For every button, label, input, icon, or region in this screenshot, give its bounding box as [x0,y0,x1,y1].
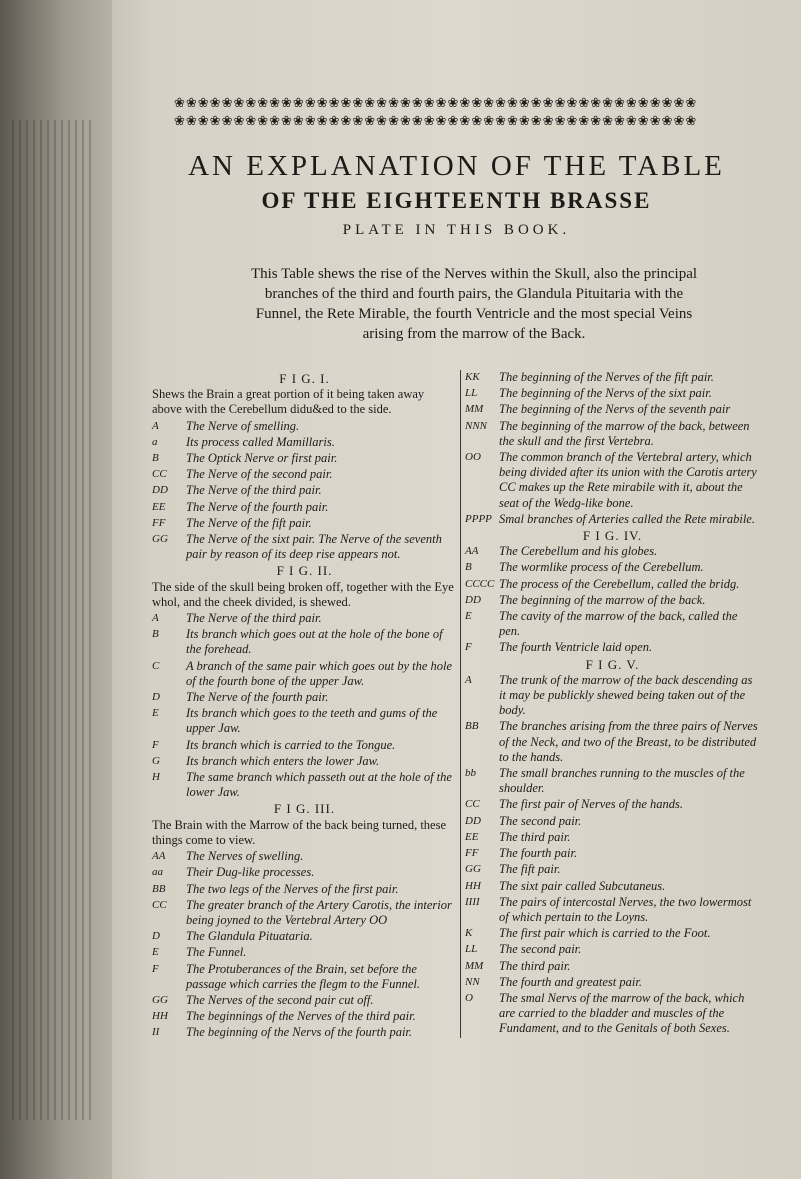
entry-text: The common branch of the Vertebral artery, which being divided after its union with the Carotis artery CC makes up the Rete mirabile with it, about the seat of the Wedg-like bone. [499,450,757,510]
entry-text: The second pair. [499,813,582,828]
entry-key: F [152,738,159,751]
entry-text: The beginning of the marrow of the back, between the skull and the first Vertebra. [499,418,750,448]
key-entry [465,975,760,990]
entry-text: The Nerves of the second pair cut off. [186,992,374,1007]
entry-key: EE [465,830,479,843]
entry-text: The beginning of the Nervs of the sixt pair. [499,386,712,401]
fig2-entries [152,611,457,800]
key-entry [465,560,760,575]
entry-key: CC [465,798,480,811]
entry-text: The third pair. [499,829,571,844]
entry-text: The same branch which passeth out at the hole of the lower Jaw. [186,770,452,800]
key-entry [152,1025,457,1040]
entry-text: The Cerebellum and his globes. [499,544,658,559]
entry-key: D [152,691,160,704]
key-entry [152,627,457,657]
key-entry [465,959,760,974]
entry-key: K [465,927,473,940]
entry-text: Its branch which enters the lower Jaw. [186,753,380,768]
entry-key: BB [465,720,479,733]
entry-text: The Nerve of the third pair. [186,483,322,498]
entry-key: E [152,707,159,720]
entry-text: The wormlike process of the Cerebellum. [499,560,704,575]
decorative-border [174,96,786,132]
key-entry [152,467,457,482]
entry-text: The two legs of the Nerves of the first pair. [186,881,399,896]
entry-text: The fift pair. [499,862,561,877]
key-entry [465,766,760,796]
key-entry [465,673,760,719]
key-entry [465,544,760,559]
fig2-caption: The side of the skull being broken off, together with the Eye whol, and the cheek divided, is shewed. [152,579,454,609]
entry-text: The beginning of the Nervs of the fourth pair. [186,1025,413,1040]
entry-key: C [152,659,160,672]
fig2-heading: F I G. II. [276,563,333,579]
key-entry [152,659,457,689]
key-entry [465,512,760,527]
left-column [152,370,457,1042]
key-entry [152,419,457,434]
intro-paragraph: This Table shews the rise of the Nerves within the Skull, also the principal branches of the third and fourth pairs, the Glandula Pituitaria with the Funnel, the Rete Mirable, the fourth Ventricle and the most special Veins arising from the marrow of the Back. [250,266,698,342]
entry-key: FF [465,847,479,860]
key-entry [465,846,760,861]
key-entry [465,402,760,417]
ornament-row-top: ❀❀❀❀❀❀❀❀❀❀❀❀❀❀❀❀❀❀❀❀❀❀❀❀❀❀❀❀❀❀❀❀❀❀❀❀❀❀❀❀❀❀❀❀ [174,96,698,111]
key-entry [152,435,457,450]
key-entry [152,483,457,498]
fig4-entries [465,544,760,655]
entry-text: Their Dug-like processes. [186,865,315,880]
key-entry [152,500,457,515]
key-entry [465,450,760,511]
entry-text: The Nerves of swelling. [186,849,304,864]
entry-text: The small branches running to the muscles of the shoulder. [499,766,745,796]
key-entry [152,754,457,769]
key-entry [152,849,457,864]
entry-key: A [152,419,159,432]
binding-texture [12,120,92,1120]
key-entry [465,386,760,401]
entry-key: FF [152,516,166,529]
entry-key: NNN [465,419,488,432]
fig1-entries [152,419,457,563]
entry-text: The beginning of the Nerves of the fift pair. [499,370,714,384]
entry-text: The pairs of intercostal Nerves, the two lowermost of which pertain to the Loyns. [499,894,752,924]
entry-text: The beginning of the marrow of the back. [499,592,706,607]
key-entry [152,770,457,800]
entry-text: The Nerve of the fift pair. [186,515,312,530]
entry-key: O [465,991,473,1004]
entry-key: BB [152,882,166,895]
key-entry [152,993,457,1008]
key-entry [465,577,760,592]
entry-key: GG [152,533,168,546]
key-entry [465,926,760,941]
entry-key: MM [465,959,484,972]
entry-text: The branches arising from the three pairs of Nerves of the Neck, and two of the Breast, to be distributed to the hands. [499,719,758,764]
entry-key: B [152,628,159,641]
book-binding [0,0,112,1179]
entry-text: The fourth Ventricle laid open. [499,640,653,655]
entry-key: KK [465,371,480,383]
key-entry [465,862,760,877]
entry-key: H [152,771,160,784]
fig5-heading: F I G. V. [585,656,640,672]
entry-key: LL [465,943,478,956]
key-entry [152,1009,457,1024]
entry-text: The smal Nervs of the marrow of the back, which are carried to the bladder and muscles of the Fundament, and to the Genitals of both Sexes. [499,990,745,1036]
key-entry [465,814,760,829]
key-entry [465,991,760,1037]
key-entry [152,611,457,626]
entry-text: The first pair which is carried to the Foot. [499,926,711,941]
entry-key: CC [152,898,167,911]
entry-key: B [152,452,159,465]
page-subtitle-2: PLATE IN THIS BOOK. [342,222,571,238]
entry-key: LL [465,387,478,400]
fig4-heading: F I G. IV. [582,528,643,544]
entry-key: IIII [465,895,480,908]
key-entry [465,895,760,925]
entry-text: The second pair. [499,942,582,957]
entry-key: HH [152,1010,168,1023]
entry-text: The first pair of Nerves of the hands. [499,797,684,812]
key-entry [152,451,457,466]
entry-key: F [152,962,159,975]
entry-text: The Funnel. [186,945,247,960]
entry-text: The trunk of the marrow of the back descending as it may be publickly shewed being taken out of the body. [499,672,753,718]
entry-key: G [152,754,160,767]
key-entry [465,797,760,812]
key-entry [465,419,760,449]
entry-key: GG [152,993,168,1006]
entry-key: E [465,610,472,623]
entry-text: The Nerve of smelling. [186,418,300,433]
key-entry [465,609,760,639]
page-title: AN EXPLANATION OF THE TABLE [188,150,725,182]
key-entry [152,898,457,928]
key-entry [465,593,760,608]
ornament-row-bottom: ❀❀❀❀❀❀❀❀❀❀❀❀❀❀❀❀❀❀❀❀❀❀❀❀❀❀❀❀❀❀❀❀❀❀❀❀❀❀❀❀❀❀❀❀ [174,114,698,129]
key-entry [465,640,760,655]
entry-key: F [465,641,472,654]
entry-text: The Nerve of the second pair. [186,467,333,482]
entry-text: The beginnings of the Nerves of the third pair. [186,1009,416,1024]
entry-text: Its process called Mamillaris. [186,434,335,449]
page-subtitle: OF THE EIGHTEENTH BRASSE [261,188,652,213]
key-entry [152,962,457,992]
key-entry [152,706,457,736]
entry-text: A branch of the same pair which goes out by the hole of the fourth bone of the upper Jaw. [186,658,453,688]
key-entry [152,532,457,562]
entry-text: The third pair. [499,958,571,973]
entry-key: CC [152,468,167,481]
entry-text: The process of the Cerebellum, called the bridg. [499,576,740,591]
entry-key: D [152,930,160,943]
entry-key: bb [465,767,476,780]
entry-text: The fourth and greatest pair. [499,974,642,989]
key-entry [152,690,457,705]
entry-text: The Nerve of the fourth pair. [186,499,329,514]
entry-text: The beginning of the Nervs of the seventh pair [499,402,731,417]
entry-text: The Nerve of the third pair. [186,611,322,626]
entry-text: The Glandula Pituataria. [186,929,313,944]
book-page [112,0,801,1179]
entry-text: Its branch which goes to the teeth and gums of the upper Jaw. [186,706,438,736]
entry-text: The fourth pair. [499,846,578,861]
key-entry [465,879,760,894]
key-entry [152,945,457,960]
key-entry [465,370,760,385]
entry-key: II [152,1026,160,1039]
entry-key: AA [465,545,479,558]
entry-key: NN [465,975,480,988]
fig3-cont-entries [465,370,760,527]
entry-text: The sixt pair called Subcutaneus. [499,878,666,893]
entry-key: CCCC [465,577,495,590]
entry-key: DD [465,814,481,827]
key-entry [465,719,760,765]
entry-key: OO [465,451,481,464]
entry-text: The Optick Nerve or first pair. [186,451,338,466]
entry-key: DD [152,484,168,497]
entry-text: The Protuberances of the Brain, set before the passage which carries the flegm to the Funnel. [186,961,420,991]
entry-text: Its branch which is carried to the Tongue. [186,737,396,752]
fig3-heading: F I G. III. [273,801,336,817]
key-entry [152,738,457,753]
key-entry [465,942,760,957]
key-entry [152,516,457,531]
key-entry [152,865,457,880]
entry-key: AA [152,850,166,863]
entry-key: B [465,561,472,574]
entry-key: A [465,673,472,686]
entry-key: EE [152,500,166,513]
key-entry [152,929,457,944]
fig1-heading: F I G. I. [279,371,330,386]
key-entry [152,882,457,897]
entry-key: MM [465,403,484,416]
entry-key: HH [465,879,481,892]
key-entry [465,830,760,845]
entry-key: aa [152,866,163,879]
fig5-entries [465,673,760,1037]
entry-text: Its branch which goes out at the hole of the bone of the forehead. [186,627,443,657]
entry-text: Smal branches of Arteries called the Rete mirabile. [499,511,755,526]
entry-key: PPPP [465,512,492,525]
entry-text: The Nerve of the fourth pair. [186,690,329,705]
entry-text: The cavity of the marrow of the back, called the pen. [499,609,738,639]
right-column [460,370,760,1038]
entry-key: GG [465,863,481,876]
entry-key: DD [465,593,481,606]
fig1-caption: Shews the Brain a great portion of it being taken away above with the Cerebellum didu&ed to the side. [152,387,425,417]
entry-key: E [152,946,159,959]
fig3-entries [152,849,457,1040]
fig3-caption: The Brain with the Marrow of the back being turned, these things come to view. [152,817,447,847]
entry-key: A [152,612,159,625]
entry-text: The Nerve of the sixt pair. The Nerve of the seventh pair by reason of its deep rise appears not. [186,532,442,562]
entry-text: The greater branch of the Artery Carotis, the interior being joyned to the Vertebral Artery OO [186,897,452,927]
entry-key: a [152,435,158,448]
